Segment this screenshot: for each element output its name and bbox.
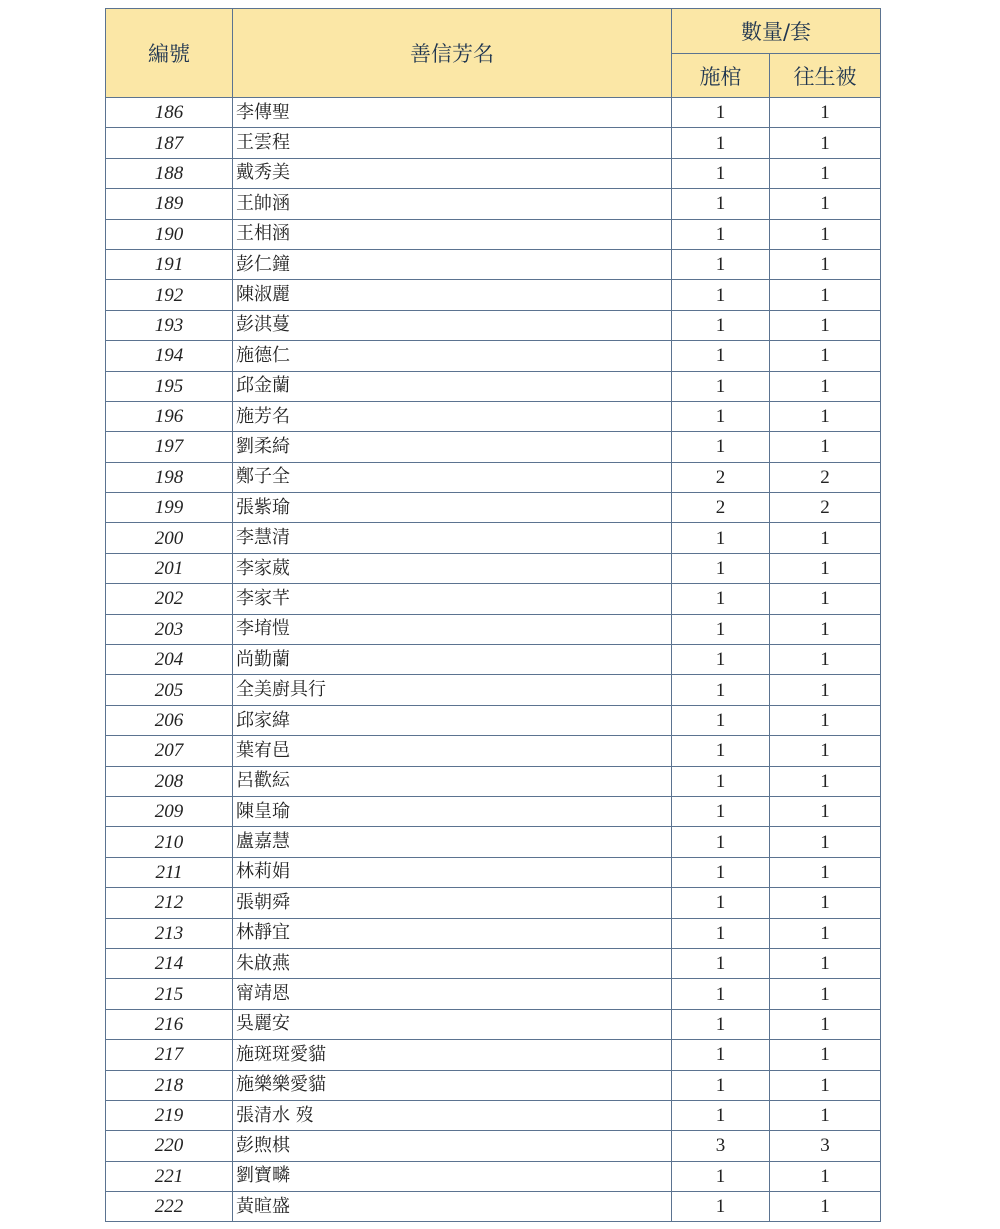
row-id: 188 [106,158,233,188]
row-id: 213 [106,918,233,948]
row-id: 195 [106,371,233,401]
row-name: 朱啟燕 [233,948,672,978]
row-id: 218 [106,1070,233,1100]
row-coffin: 1 [672,948,770,978]
row-coffin: 1 [672,645,770,675]
table-row [106,1040,881,1070]
table-row [106,766,881,796]
row-quilt: 1 [770,219,881,249]
table-row [106,128,881,158]
header-quantity: 數量/套 [672,9,881,54]
table-row [106,736,881,766]
row-id: 198 [106,462,233,492]
row-coffin: 1 [672,857,770,887]
row-quilt: 1 [770,1070,881,1100]
row-coffin: 1 [672,310,770,340]
row-quilt: 1 [770,796,881,826]
row-coffin: 1 [672,1161,770,1191]
table-row [106,1161,881,1191]
header-quilt: 往生被 [770,54,881,98]
table-row [106,918,881,948]
row-id: 220 [106,1131,233,1161]
header-coffin: 施棺 [672,54,770,98]
row-coffin: 1 [672,432,770,462]
row-quilt: 1 [770,341,881,371]
row-name: 李慧清 [233,523,672,553]
table-row [106,432,881,462]
row-quilt: 1 [770,553,881,583]
row-name: 全美廚具行 [233,675,672,705]
row-id: 196 [106,401,233,431]
row-coffin: 1 [672,1040,770,1070]
table-row [106,979,881,1009]
row-name: 吳麗安 [233,1009,672,1039]
row-quilt: 1 [770,158,881,188]
table-row [106,1131,881,1161]
row-quilt: 1 [770,918,881,948]
row-name: 彭煦棋 [233,1131,672,1161]
table-row [106,98,881,128]
row-id: 205 [106,675,233,705]
row-name: 施斑斑愛貓 [233,1040,672,1070]
row-coffin: 1 [672,1009,770,1039]
table-row [106,584,881,614]
row-id: 214 [106,948,233,978]
table-row [106,280,881,310]
row-id: 204 [106,645,233,675]
row-coffin: 1 [672,1100,770,1130]
table-row [106,1100,881,1130]
row-id: 201 [106,553,233,583]
row-name: 鄭子全 [233,462,672,492]
row-quilt: 1 [770,766,881,796]
row-name: 黃暄盛 [233,1192,672,1222]
row-name: 陳淑麗 [233,280,672,310]
table-body [106,98,881,1222]
row-coffin: 1 [672,827,770,857]
table-row [106,1192,881,1222]
row-id: 209 [106,796,233,826]
row-name: 李傳聖 [233,98,672,128]
row-coffin: 1 [672,523,770,553]
row-name: 施德仁 [233,341,672,371]
table-row [106,189,881,219]
table-row [106,158,881,188]
row-quilt: 1 [770,1009,881,1039]
row-coffin: 1 [672,1070,770,1100]
row-coffin: 1 [672,341,770,371]
row-name: 王雲程 [233,128,672,158]
row-name: 林莉娟 [233,857,672,887]
row-coffin: 3 [672,1131,770,1161]
row-name: 施樂樂愛貓 [233,1070,672,1100]
row-name: 張朝舜 [233,888,672,918]
row-coffin: 1 [672,158,770,188]
row-quilt: 1 [770,857,881,887]
table-row [106,341,881,371]
row-name: 彭淇蔓 [233,310,672,340]
row-coffin: 1 [672,888,770,918]
row-id: 194 [106,341,233,371]
row-quilt: 1 [770,310,881,340]
row-id: 207 [106,736,233,766]
row-quilt: 3 [770,1131,881,1161]
row-quilt: 1 [770,523,881,553]
row-name: 王相涵 [233,219,672,249]
table-row [106,1009,881,1039]
table-row [106,948,881,978]
row-quilt: 1 [770,128,881,158]
row-coffin: 1 [672,249,770,279]
row-quilt: 2 [770,493,881,523]
row-id: 191 [106,249,233,279]
row-id: 202 [106,584,233,614]
row-coffin: 1 [672,584,770,614]
row-name: 邱家緯 [233,705,672,735]
row-coffin: 1 [672,280,770,310]
row-name: 李家葳 [233,553,672,583]
row-id: 216 [106,1009,233,1039]
row-id: 190 [106,219,233,249]
row-quilt: 1 [770,948,881,978]
row-quilt: 1 [770,249,881,279]
row-coffin: 1 [672,766,770,796]
row-id: 208 [106,766,233,796]
row-quilt: 1 [770,675,881,705]
row-id: 210 [106,827,233,857]
table-row [106,371,881,401]
row-coffin: 1 [672,675,770,705]
row-coffin: 1 [672,98,770,128]
row-name: 陳皇瑜 [233,796,672,826]
row-coffin: 1 [672,1192,770,1222]
row-coffin: 1 [672,219,770,249]
row-id: 206 [106,705,233,735]
header-name: 善信芳名 [233,9,672,98]
row-name: 劉柔綺 [233,432,672,462]
row-name: 盧嘉慧 [233,827,672,857]
table-row [106,857,881,887]
row-quilt: 1 [770,1161,881,1191]
row-quilt: 1 [770,189,881,219]
row-name: 王帥涵 [233,189,672,219]
row-quilt: 1 [770,705,881,735]
row-coffin: 1 [672,736,770,766]
row-id: 212 [106,888,233,918]
row-coffin: 1 [672,189,770,219]
row-name: 張清水 歿 [233,1100,672,1130]
row-id: 197 [106,432,233,462]
row-name: 尚勤蘭 [233,645,672,675]
table-row [106,796,881,826]
row-name: 李家芊 [233,584,672,614]
row-quilt: 1 [770,827,881,857]
row-quilt: 1 [770,1100,881,1130]
header-id: 編號 [106,9,233,98]
row-id: 187 [106,128,233,158]
row-coffin: 1 [672,918,770,948]
row-quilt: 1 [770,401,881,431]
row-quilt: 1 [770,371,881,401]
table-row [106,675,881,705]
table-header [106,9,881,98]
table-row [106,310,881,340]
row-id: 211 [106,857,233,887]
row-quilt: 1 [770,98,881,128]
table-row [106,219,881,249]
table-row [106,249,881,279]
row-quilt: 1 [770,1192,881,1222]
row-id: 192 [106,280,233,310]
row-name: 施芳名 [233,401,672,431]
row-quilt: 1 [770,888,881,918]
row-coffin: 1 [672,796,770,826]
row-name: 邱金蘭 [233,371,672,401]
row-coffin: 1 [672,979,770,1009]
table-row [106,705,881,735]
table-row [106,827,881,857]
row-quilt: 1 [770,280,881,310]
row-id: 193 [106,310,233,340]
table-row [106,1070,881,1100]
row-quilt: 1 [770,432,881,462]
row-quilt: 1 [770,1040,881,1070]
row-name: 甯靖恩 [233,979,672,1009]
table-row [106,462,881,492]
row-quilt: 1 [770,736,881,766]
row-name: 呂歡紜 [233,766,672,796]
row-coffin: 1 [672,128,770,158]
row-quilt: 1 [770,979,881,1009]
row-id: 222 [106,1192,233,1222]
table-row [106,888,881,918]
row-id: 217 [106,1040,233,1070]
row-coffin: 1 [672,553,770,583]
table-row [106,614,881,644]
row-id: 215 [106,979,233,1009]
row-id: 203 [106,614,233,644]
row-name: 張紫瑜 [233,493,672,523]
row-coffin: 2 [672,493,770,523]
row-id: 200 [106,523,233,553]
table-row [106,553,881,583]
row-quilt: 1 [770,645,881,675]
donor-table [105,8,881,1222]
row-name: 葉宥邑 [233,736,672,766]
row-id: 186 [106,98,233,128]
row-coffin: 2 [672,462,770,492]
table-row [106,401,881,431]
row-coffin: 1 [672,705,770,735]
row-id: 221 [106,1161,233,1191]
row-name: 劉寶疄 [233,1161,672,1191]
row-name: 戴秀美 [233,158,672,188]
table-row [106,493,881,523]
row-name: 林靜宜 [233,918,672,948]
table-row [106,645,881,675]
row-coffin: 1 [672,614,770,644]
row-id: 189 [106,189,233,219]
row-quilt: 1 [770,584,881,614]
row-id: 199 [106,493,233,523]
row-coffin: 1 [672,401,770,431]
table-row [106,523,881,553]
row-id: 219 [106,1100,233,1130]
row-quilt: 2 [770,462,881,492]
row-quilt: 1 [770,614,881,644]
row-name: 彭仁鐘 [233,249,672,279]
row-coffin: 1 [672,371,770,401]
row-name: 李堉愷 [233,614,672,644]
